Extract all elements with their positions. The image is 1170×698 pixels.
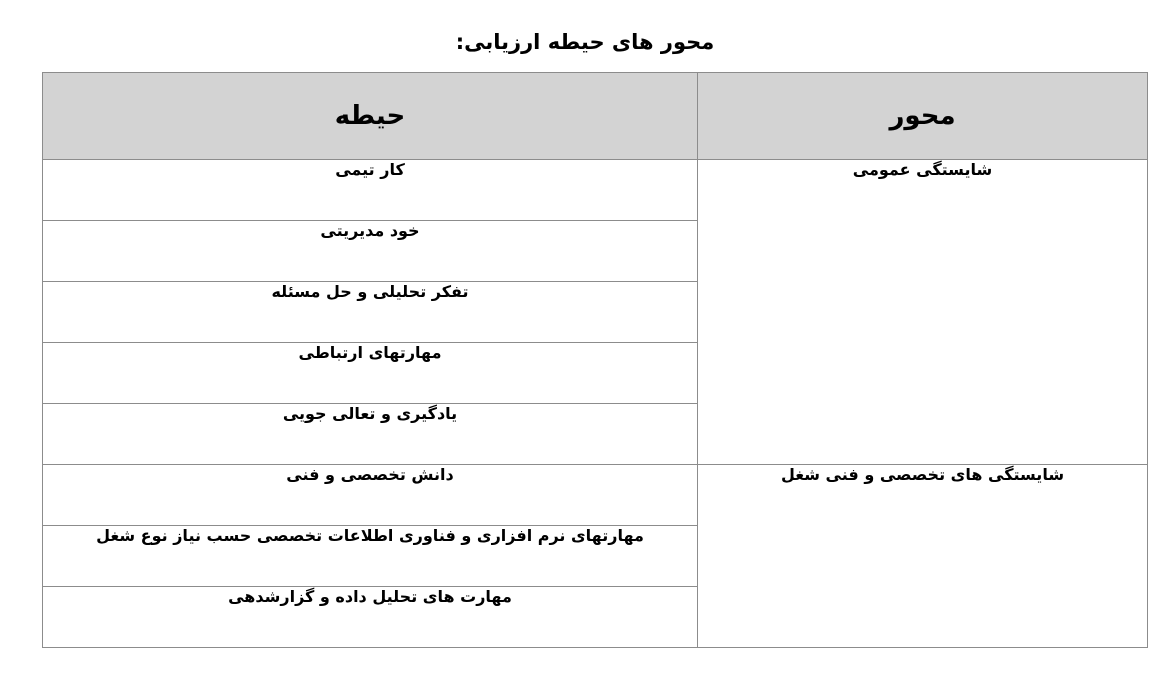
page-title: محور های حیطه ارزیابی:	[455, 30, 715, 54]
axis-specialized-competency: شایستگی های تخصصی و فنی شغل	[698, 465, 1148, 648]
table-row	[43, 160, 1148, 221]
header-axis: محور	[698, 73, 1148, 160]
area-cell: خود مدیریتی	[43, 221, 698, 282]
area-cell: دانش تخصصی و فنی	[43, 465, 698, 526]
area-cell: مهارتهای ارتباطی	[43, 343, 698, 404]
area-cell: تفکر تحلیلی و حل مسئله	[43, 282, 698, 343]
area-cell: مهارتهای نرم افزاری و فناوری اطلاعات تخصصی حسب نیاز نوع شغل	[43, 526, 698, 587]
evaluation-table	[42, 72, 1148, 648]
header-area: حیطه	[43, 73, 698, 160]
table-header-row	[43, 73, 1148, 160]
area-cell: کار تیمی	[43, 160, 698, 221]
area-cell: یادگیری و تعالی جویی	[43, 404, 698, 465]
area-cell: مهارت های تحلیل داده و گزارشدهی	[43, 587, 698, 648]
axis-general-competency: شایستگی عمومی	[698, 160, 1148, 465]
table-row	[43, 465, 1148, 526]
